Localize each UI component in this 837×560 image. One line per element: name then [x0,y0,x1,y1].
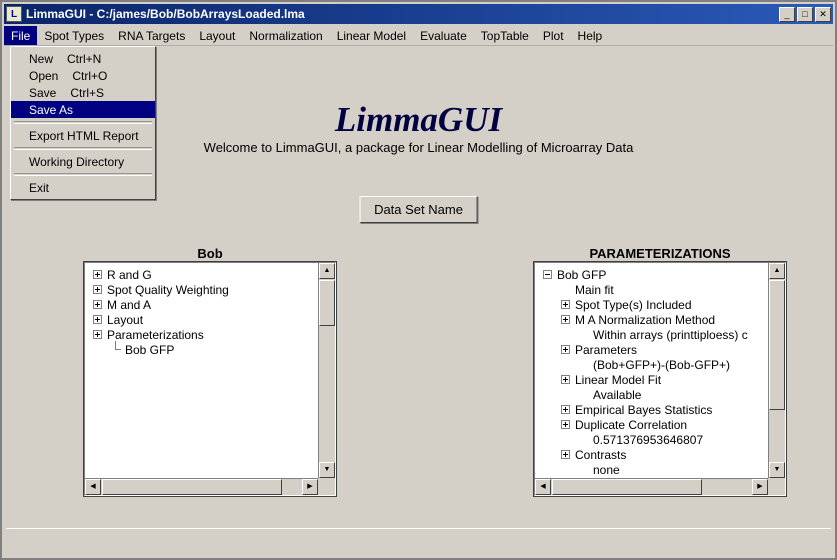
right-scroll-up-button[interactable]: ▲ [769,263,785,279]
right-scroll-right-button[interactable]: ▶ [752,479,768,495]
tree-node[interactable] [535,462,768,477]
tree-node[interactable] [85,297,318,312]
menu-bar [4,26,833,46]
left-scroll-up-button[interactable]: ▲ [319,263,335,279]
file-menu-item-save-as[interactable] [11,101,155,118]
tree-node-label: Within arrays (printtiploess) c [593,327,748,342]
tree-node-label: (Bob+GFP+)-(Bob-GFP+) [593,357,731,372]
left-scroll-right-button[interactable]: ▶ [302,479,318,495]
status-bar [6,528,831,554]
tree-node-label: R and G [107,267,152,282]
welcome-text: Welcome to LimmaGUI, a package for Linear Modelling of Microarray Data [203,140,634,155]
menu-evaluate[interactable]: Evaluate [420,29,467,43]
file-menu-item-working-directory[interactable] [11,153,155,170]
tree-node-label: 0.571376953646807 [593,432,704,447]
file-menu-item-label: Export HTML Report [29,128,139,143]
tree-node-label: Empirical Bayes Statistics [575,402,713,417]
left-horizontal-scroll-thumb[interactable] [102,479,282,495]
right-vertical-scroll-thumb[interactable] [769,280,785,410]
tree-node-label: Duplicate Correlation [575,417,688,432]
tree-node[interactable] [85,342,318,357]
file-menu-item-export-html-report[interactable] [11,127,155,144]
close-button[interactable]: ✕ [815,7,831,22]
left-tree-panel[interactable] [84,262,336,496]
file-menu-item-label: Open [29,68,59,83]
tree-node-label: Parameters [575,342,638,357]
right-panel-title: PARAMETERIZATIONS [589,246,731,261]
file-menu-item-open[interactable] [11,67,155,84]
right-tree-body[interactable] [535,263,768,478]
expand-plus-icon[interactable] [93,330,102,339]
tree-node-label: none [593,462,620,477]
tree-node-label: Layout [107,312,144,327]
tree-elbow-icon [111,345,120,354]
tree-node-label: Parameterizations [107,327,204,342]
left-horizontal-scrollbar[interactable] [85,478,318,495]
tree-node-label: Bob GFP [557,267,607,282]
left-vertical-scroll-thumb[interactable] [319,280,335,326]
tree-node[interactable] [85,327,318,342]
tree-node[interactable] [85,312,318,327]
file-menu-item-accelerator: Ctrl+N [67,51,102,66]
left-vertical-scrollbar[interactable] [318,263,335,478]
menu-spot-types[interactable]: Spot Types [44,29,105,43]
file-dropdown-menu[interactable] [10,46,156,200]
right-horizontal-scrollbar[interactable] [535,478,768,495]
menu-normalization[interactable]: Normalization [249,29,323,43]
right-horizontal-scroll-thumb[interactable] [552,479,702,495]
tree-node-label: M and A [107,297,152,312]
tree-node[interactable] [535,327,768,342]
menu-separator [14,147,152,150]
maximize-button[interactable]: □ [797,7,813,22]
menu-toptable[interactable]: TopTable [480,29,529,43]
file-menu-item-accelerator: Ctrl+O [72,68,108,83]
tree-node[interactable] [535,372,768,387]
tree-node[interactable] [535,297,768,312]
tree-node-label: Main fit [575,282,614,297]
menu-file[interactable]: File [4,26,37,45]
tree-node[interactable] [535,417,768,432]
left-panel-title: Bob [197,246,223,261]
tree-node[interactable] [535,267,768,282]
expand-plus-icon[interactable] [561,315,570,324]
expand-plus-icon[interactable] [93,270,102,279]
tree-node-label: Linear Model Fit [575,372,662,387]
menu-help[interactable]: Help [577,29,603,43]
right-vertical-scrollbar[interactable] [768,263,785,478]
menu-separator [14,121,152,124]
left-scroll-left-button[interactable]: ◀ [85,479,101,495]
menu-linear-model[interactable]: Linear Model [336,29,407,43]
application-icon: L [6,6,22,22]
file-menu-item-new[interactable] [11,50,155,67]
menu-separator [14,173,152,176]
tree-node-label: M A Normalization Method [575,312,716,327]
window-title: LimmaGUI - C:/james/Bob/BobArraysLoaded.lma [26,7,305,21]
tree-node-label: Spot Quality Weighting [107,282,229,297]
tree-node-label: Contrasts [575,447,627,462]
expand-plus-icon[interactable] [561,375,570,384]
tree-node-label: Available [593,387,642,402]
tree-node[interactable] [535,432,768,447]
file-menu-item-label: Save [29,85,57,100]
left-scroll-corner [318,478,335,495]
menu-rna-targets[interactable]: RNA Targets [118,29,186,43]
right-scroll-left-button[interactable]: ◀ [535,479,551,495]
expand-plus-icon[interactable] [561,420,570,429]
tree-node[interactable] [535,312,768,327]
file-menu-item-label: Save As [29,102,74,117]
tree-node[interactable] [535,357,768,372]
expand-plus-icon[interactable] [561,405,570,414]
right-scroll-corner [768,478,785,495]
file-menu-item-accelerator: Ctrl+S [70,85,105,100]
file-menu-item-label: New [29,51,54,66]
tree-node[interactable] [535,342,768,357]
expand-plus-icon[interactable] [561,300,570,309]
right-scroll-down-button[interactable]: ▼ [769,462,785,478]
data-set-name-button[interactable]: Data Set Name [359,196,478,223]
expand-plus-icon[interactable] [561,345,570,354]
file-menu-item-exit[interactable] [11,179,155,196]
file-menu-item-label: Working Directory [29,154,125,169]
tree-node[interactable] [535,402,768,417]
tree-node-label: Spot Type(s) Included [575,297,692,312]
expand-plus-icon[interactable] [93,300,102,309]
collapse-minus-icon[interactable] [543,270,552,279]
expand-plus-icon[interactable] [561,450,570,459]
left-tree-body[interactable] [85,263,318,478]
tree-node[interactable] [535,282,768,297]
tree-node[interactable] [85,267,318,282]
file-menu-item-label: Exit [29,180,50,195]
left-scroll-down-button[interactable]: ▼ [319,462,335,478]
tree-node[interactable] [535,387,768,402]
tree-node[interactable] [85,282,318,297]
tree-node[interactable] [535,447,768,462]
page-title: LimmaGUI [334,100,503,139]
menu-layout[interactable]: Layout [199,29,236,43]
expand-plus-icon[interactable] [93,315,102,324]
minimize-button[interactable]: _ [779,7,795,22]
title-bar [4,4,833,24]
expand-plus-icon[interactable] [93,285,102,294]
right-tree-panel[interactable] [534,262,786,496]
tree-node-label: Bob GFP [125,342,175,357]
window-controls [779,7,831,22]
file-menu-item-save[interactable] [11,84,155,101]
menu-plot[interactable]: Plot [542,29,564,43]
